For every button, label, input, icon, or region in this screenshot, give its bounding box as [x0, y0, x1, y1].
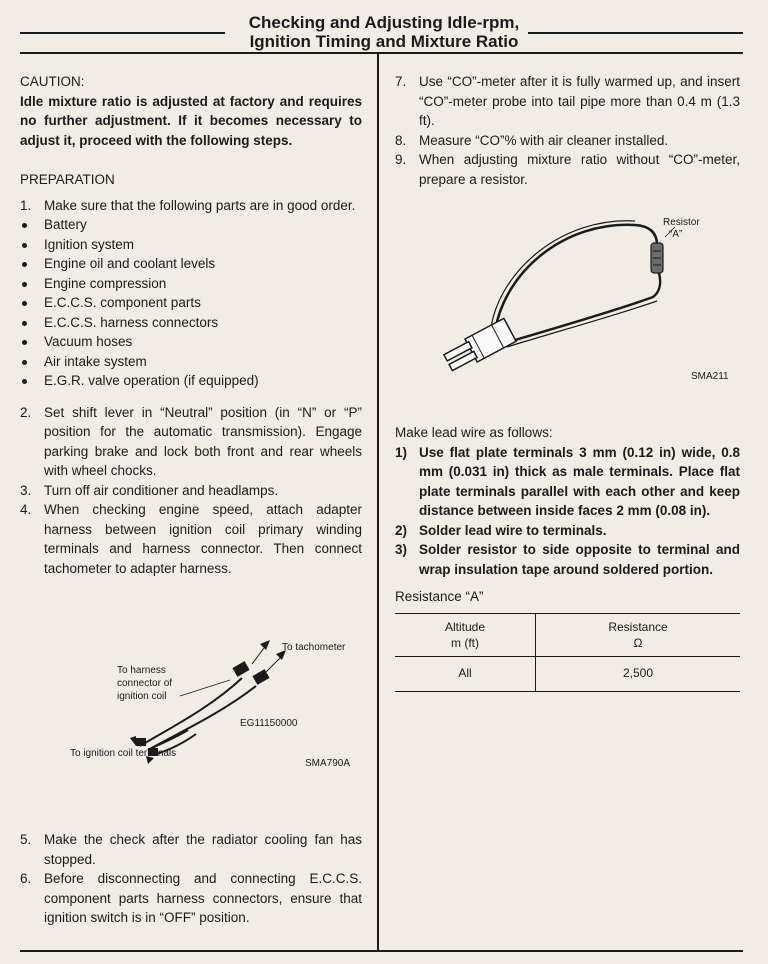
step-6-number: 6. — [20, 871, 32, 886]
step-7 — [395, 72, 740, 131]
title-rule-right — [528, 32, 743, 34]
step-1-number: 1. — [20, 197, 32, 213]
bottom-rule — [20, 950, 743, 952]
checklist-item: Ignition system — [20, 235, 362, 255]
altitude-header-unit: m (ft) — [451, 635, 480, 650]
resistance-header-label: Resistance — [608, 619, 668, 634]
resistor-lead-drawing — [395, 201, 740, 411]
left-column — [20, 72, 362, 928]
lead-step-1-number: 1) — [395, 444, 408, 460]
altitude-header-label: Altitude — [445, 619, 486, 634]
label-to-harness-3: ignition coil — [117, 691, 167, 702]
label-to-coil: To ignition coil terminals — [70, 748, 177, 759]
right-column — [395, 72, 740, 692]
caution-heading: CAUTION: — [20, 74, 85, 89]
lead-step-1-text: Use flat plate terminals 3 mm (0.12 in) wide, 0.8 mm (0.031 in) thick as male terminals. Place flat plate terminals parallel with each other and keep distance between inside faces 2 mm (0.08 in). — [419, 444, 740, 518]
altitude-header — [395, 613, 536, 656]
step-5-text: Make the check after the radiator cooling fan has stopped. — [44, 832, 362, 867]
checklist-item: E.C.C.S. harness connectors — [20, 313, 362, 333]
title-rule-left — [20, 32, 225, 34]
altitude-cell: All — [395, 656, 536, 691]
step-4 — [20, 500, 362, 578]
step-5-number: 5. — [20, 832, 32, 847]
header-rule — [20, 52, 743, 54]
step-6 — [20, 869, 362, 928]
resistance-header-unit: Ω — [633, 635, 643, 650]
label-part-number: EG11150000 — [240, 718, 298, 729]
column-divider — [377, 52, 379, 950]
caution-text: Idle mixture ratio is adjusted at factory and requires no further adjustment. If it becomes necessary to adjust it, proceed with the following steps. — [20, 93, 362, 148]
lead-step-2 — [395, 521, 740, 541]
table-header-row — [395, 613, 740, 656]
label-resistor-2: “A” — [669, 229, 683, 240]
table-row — [395, 656, 740, 691]
checklist-item: Vacuum hoses — [20, 332, 362, 352]
lead-step-3 — [395, 540, 740, 579]
resistance-header — [536, 613, 740, 656]
step-2 — [20, 403, 362, 481]
step-1-text: Make sure that the following parts are in good order. — [44, 197, 356, 213]
step-3-text: Turn off air conditioner and headlamps. — [44, 482, 279, 498]
figure-code: SMA790A — [305, 758, 351, 769]
step-8-text: Measure “CO”% with air cleaner installed. — [419, 132, 669, 148]
checklist-item: Battery — [20, 215, 362, 235]
label-to-tachometer: To tachometer — [282, 642, 346, 653]
step-9-text: When adjusting mixture ratio without “CO”-meter, prepare a resistor. — [419, 152, 740, 187]
checklist-item: Air intake system — [20, 352, 362, 372]
resistance-table — [395, 613, 740, 692]
lead-step-1 — [395, 443, 740, 521]
step-7-number: 7. — [395, 74, 407, 89]
step-4-text: When checking engine speed, attach adapter harness between ignition coil primary winding terminals and harness connector. Then connect tachometer to adapter harness. — [44, 502, 362, 576]
resistor-figure — [395, 201, 740, 411]
resistance-table-heading: Resistance “A” — [395, 589, 484, 604]
label-to-harness-1: To harness — [117, 665, 166, 676]
label-resistor-1: Resistor — [663, 217, 700, 228]
lead-step-2-number: 2) — [395, 522, 408, 538]
step-6-text: Before disconnecting and connecting E.C.C.S. component parts harness connectors, ensure that ignition switch is in “OFF” position. — [44, 871, 362, 925]
step-1 — [20, 196, 362, 216]
adapter-harness-figure — [20, 638, 362, 788]
label-to-harness-2: connector of — [117, 678, 173, 689]
step-8-number: 8. — [395, 132, 407, 148]
checklist-item: E.C.C.S. component parts — [20, 293, 362, 313]
lead-wire-heading: Make lead wire as follows: — [395, 425, 553, 440]
step-5 — [20, 830, 362, 869]
step-9 — [395, 150, 740, 189]
step-2-text: Set shift lever in “Neutral” position (in “N” or “P” position for the automatic transmission). Engage parking brake and lock both front and rear wheels with wheel chocks. — [44, 404, 362, 478]
checklist-item: Engine oil and coolant levels — [20, 254, 362, 274]
step-7-text: Use “CO”-meter after it is fully warmed up, and insert “CO”-meter probe into tail pipe more than 0.4 m (1.3 ft). — [419, 74, 740, 128]
checklist-item: Engine compression — [20, 274, 362, 294]
figure-code: SMA211 — [691, 371, 729, 382]
step-8 — [395, 131, 740, 151]
checklist-item: E.G.R. valve operation (if equipped) — [20, 371, 362, 391]
step-2-number: 2. — [20, 404, 32, 420]
page-title-line2: Ignition Timing and Mixture Ratio — [249, 32, 519, 51]
checklist — [20, 215, 362, 391]
lead-step-3-number: 3) — [395, 542, 408, 557]
page-title-line1: Checking and Adjusting Idle-rpm, — [248, 13, 520, 32]
lead-step-2-text: Solder lead wire to terminals. — [419, 522, 607, 538]
resistance-cell: 2,500 — [536, 656, 740, 691]
preparation-heading: PREPARATION — [20, 172, 115, 187]
flat-plate-terminals — [442, 318, 516, 374]
lead-step-3-text: Solder resistor to side opposite to terminal and wrap insulation tape around soldered portion. — [419, 542, 740, 577]
step-3 — [20, 481, 362, 501]
step-3-number: 3. — [20, 482, 32, 498]
step-9-number: 9. — [395, 152, 407, 167]
step-4-number: 4. — [20, 502, 32, 517]
